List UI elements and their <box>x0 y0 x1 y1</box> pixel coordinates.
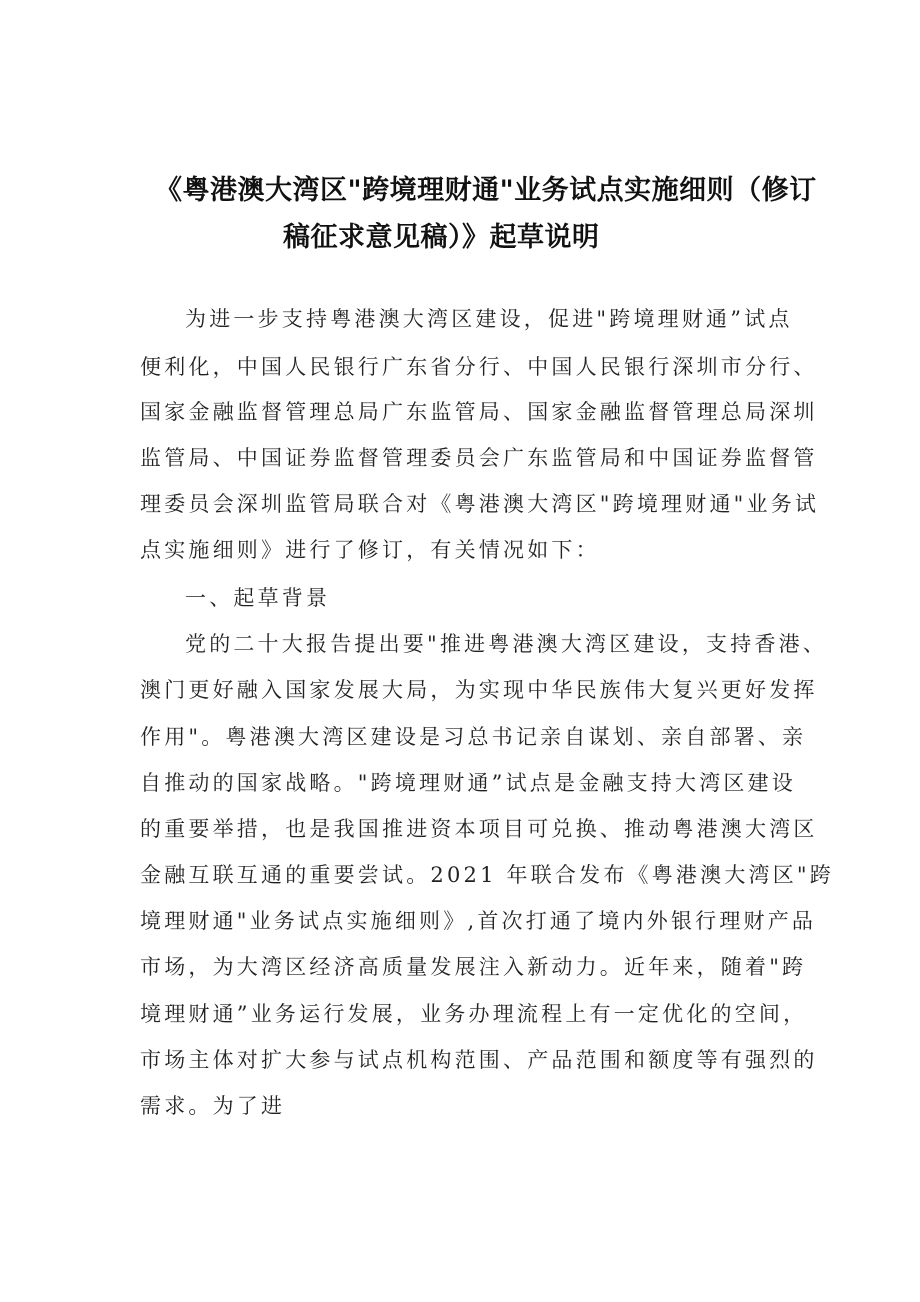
body-line: 市场主体对扩大参与试点机构范围、产品范围和额度等有强烈的 <box>140 1048 818 1072</box>
body-line: 便利化，中国人民银行广东省分行、中国人民银行深圳市分行、 <box>140 355 818 379</box>
document-title-line-2: 稿征求意见稿）》起草说明 <box>283 222 600 253</box>
body-line: 澳门更好融入国家发展大局，为实现中华民族伟大复兴更好发挥 <box>140 678 818 702</box>
body-line: 党的二十大报告提出要"推进粤港澳大湾区建设，支持香港、 <box>185 632 828 656</box>
body-line: 作用"。粤港澳大湾区建设是习总书记亲自谋划、亲自部署、亲 <box>140 725 807 749</box>
document-title-line-1: 《粤港澳大湾区"跨境理财通"业务试点实施细则（修订 <box>155 175 817 206</box>
body-line: 市场，为大湾区经济高质量发展注入新动力。近年来，随着"跨 <box>140 955 807 979</box>
body-line: 监管局、中国证券监督管理委员会广东监管局和中国证券监督管 <box>140 446 818 470</box>
body-line: 国家金融监督管理总局广东监管局、国家金融监督管理总局深圳 <box>140 400 818 424</box>
body-line: 点实施细则》进行了修订，有关情况如下： <box>140 538 600 562</box>
body-line: 需求。为了进 <box>140 1094 286 1118</box>
body-line: 金融互联互通的重要尝试。2021 年联合发布《粤港澳大湾区"跨 <box>140 863 834 887</box>
section-heading: 一、起草背景 <box>185 586 331 610</box>
body-line: 为进一步支持粤港澳大湾区建设，促进"跨境理财通”试点 <box>185 307 793 331</box>
body-line: 自推动的国家战略。"跨境理财通”试点是金融支持大湾区建设 <box>140 771 796 795</box>
body-line: 的重要举措，也是我国推进资本项目可兑换、推动粤港澳大湾区 <box>140 817 818 841</box>
body-line: 理委员会深圳监管局联合对《粤港澳大湾区"跨境理财通"业务试 <box>140 492 820 516</box>
body-line: 境理财通”业务运行发展，业务办理流程上有一定优化的空间， <box>140 1002 808 1026</box>
body-line: 境理财通"业务试点实施细则》,首次打通了境内外银行理财产品 <box>140 909 817 933</box>
